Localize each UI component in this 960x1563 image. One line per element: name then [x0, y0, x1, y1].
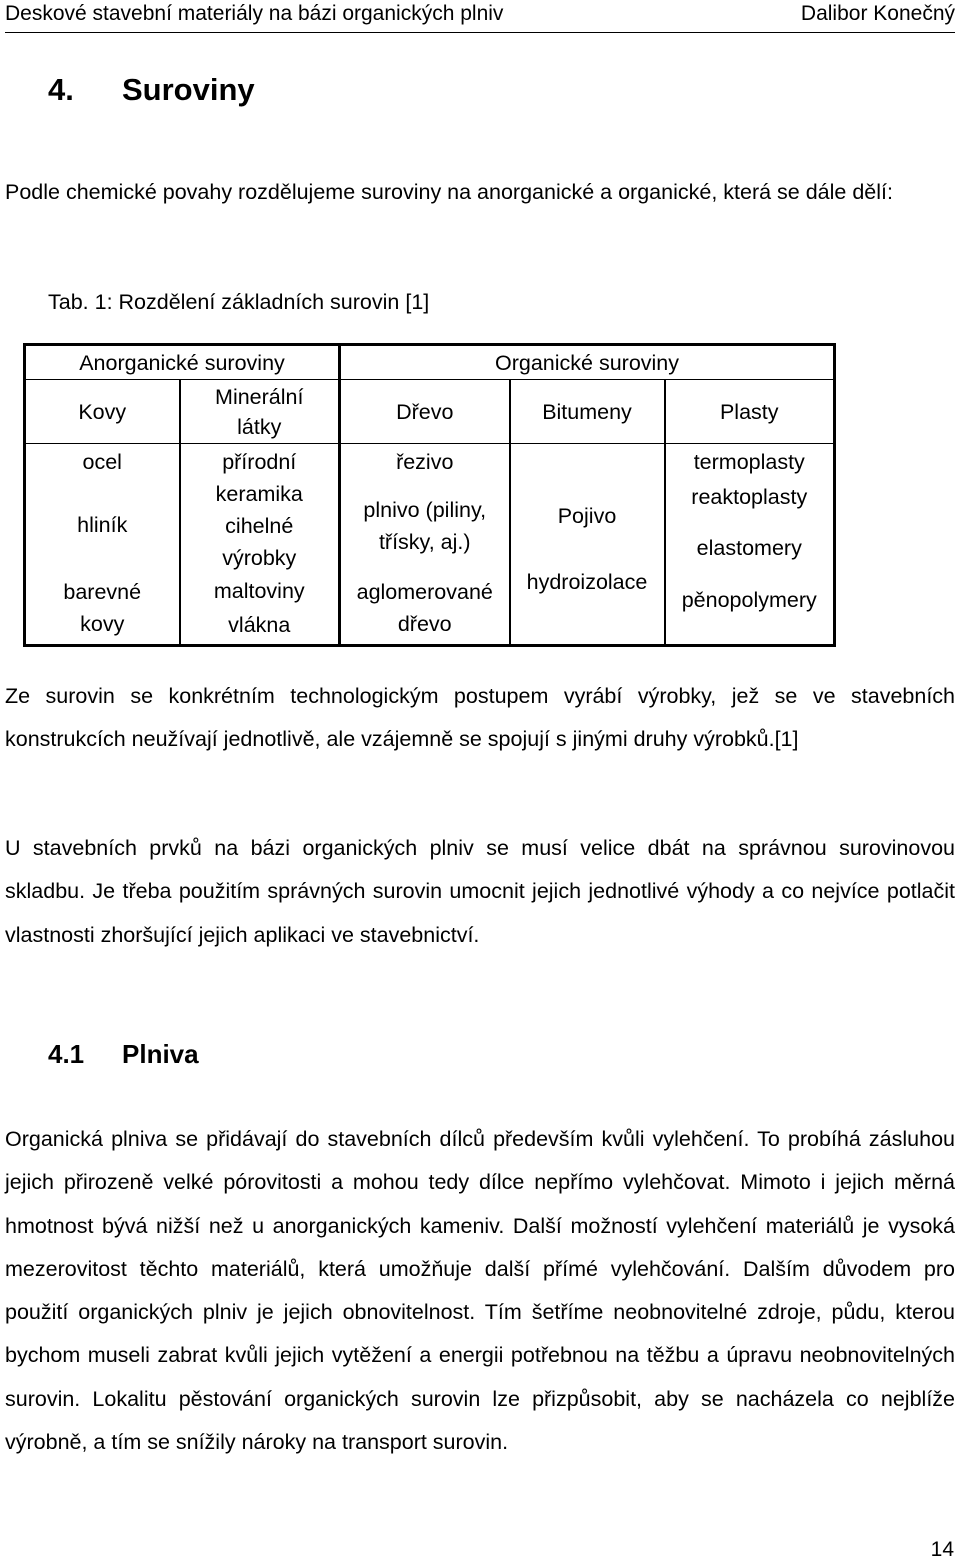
table-cell-item: ocel [82, 450, 122, 474]
running-header [5, 0, 955, 33]
column-header: Bitumeny [510, 380, 665, 444]
column-header: Dřevo [340, 380, 510, 444]
group-inorganic: Anorganické suroviny [25, 345, 340, 380]
table-cell-item: elastomery [696, 536, 802, 560]
section-title: Suroviny [122, 72, 255, 107]
table-caption: Tab. 1: Rozdělení základních surovin [1] [48, 290, 430, 314]
raw-materials-table [23, 343, 836, 647]
cell-metals [26, 444, 179, 644]
table-cell-item: hydroizolace [526, 570, 648, 594]
header-author: Dalibor Konečný [800, 2, 955, 25]
column-header: Kovy [25, 380, 180, 444]
table-cell-item: maltoviny [213, 579, 305, 603]
table-cell-item: pěnopolymery [681, 588, 817, 612]
column-header: Plasty [665, 380, 835, 444]
column-header: Minerální látky [180, 380, 340, 444]
table-cell-item: vlákna [228, 613, 291, 637]
subsection-number: 4.1 [48, 1039, 85, 1069]
table-cell-item: reaktoplasty [691, 485, 808, 509]
table-cell-item: cihelné výrobky [222, 514, 297, 570]
table-cell-item: přírodní [222, 450, 297, 474]
section-number: 4. [48, 72, 74, 107]
table-cell-item: keramika [215, 482, 303, 506]
table-cell-item: hliník [77, 513, 128, 537]
table-cell-item: Pojivo [557, 504, 617, 528]
table-cell-item: aglomerované dřevo [356, 580, 493, 636]
cell-bitumen [511, 444, 664, 644]
paragraph-fillers: Organická plniva se přidávají do stavebních dílců především kvůli vylehčení. To probíhá zásluhou jejich přirozeně velké pórovitosti a mohou tedy dílce nepřímo vylehčovat. Mimoto i jejich měrná hmotnost bývá nižší než u anorganických kameniv. Další možností vylehčení materiálů je vysoká mezerovitost těchto materiálů, která umožňuje další přímé vylehčování. Dalším důvodem pro použití organických plniv je jejich obnovitelnost. Tím šetříme neobnovitelné zdroje, půdu, kterou bychom museli zabrat kvůli jejich vytěžení a energii potřebnou na těžbu a úpravu neobnovitelných surovin. Lokalitu pěstování organických surovin lze přizpůsobit, aby se nacházela co nejblíže výrobně, a tím se snížily nároky na transport surovin. [5, 1127, 955, 1455]
table-cell-item: řezivo [396, 450, 454, 474]
table-cell-item: plnivo (piliny, třísky, aj.) [363, 498, 487, 554]
cell-wood [341, 444, 509, 644]
section-heading [48, 68, 255, 112]
cell-mineral [181, 444, 339, 644]
paragraph-composition: U stavebních prvků na bázi organických plniv se musí velice dbát na správnou surovinovou skladbu. Je třeba použitím správných surovin umocnit jejich jednotlivé výhody a co nejvíce potlačit vlastnosti zhoršující jejich aplikaci ve stavebnictví. [5, 836, 955, 947]
group-organic: Organické suroviny [340, 345, 835, 380]
paragraph-products: Ze surovin se konkrétním technologickým postupem vyrábí výrobky, jež se ve stavebních konstrukcích neužívají jednotlivě, ale vzájemně se spojují s jinými druhy výrobků.[1] [5, 684, 955, 752]
cell-plastics [666, 444, 834, 644]
page-number: 14 [930, 1538, 954, 1561]
subsection-title: Plniva [122, 1039, 199, 1069]
table-cell-item: termoplasty [693, 450, 805, 474]
subsection-heading [48, 1032, 199, 1076]
table-cell-item: barevné kovy [63, 580, 142, 636]
intro-paragraph: Podle chemické povahy rozdělujeme suroviny na anorganické a organické, která se dále dělí: [5, 180, 893, 204]
header-document-title: Deskové stavební materiály na bázi organických plniv [5, 2, 504, 25]
